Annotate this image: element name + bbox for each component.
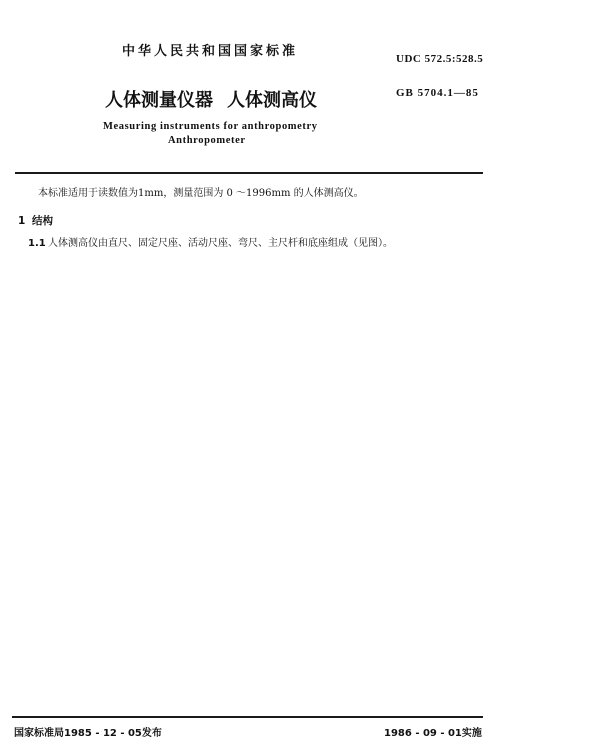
- section-number: 1: [18, 215, 26, 227]
- section-item: [28, 234, 393, 249]
- document-title-en: Measuring instruments for anthropometry: [103, 121, 318, 132]
- national-standard-title: 中华人民共和国国家标准: [122, 44, 299, 59]
- title-cn-part2: 人体测高仪: [227, 90, 317, 111]
- item-text: 人体测高仪由直尺、固定尺座、活动尺座、弯尺、主尺杆和底座组成（见图）。: [48, 238, 393, 249]
- scope-paragraph: 本标准适用于读数值为1mm，测量范围为 0 ～1996mm 的人体测高仪。: [38, 188, 364, 199]
- title-cn-part1: 人体测量仪器: [105, 90, 213, 111]
- effective-date: 1986 - 09 - 01实施: [384, 728, 482, 739]
- section-title: 结构: [32, 215, 53, 227]
- document-title-cn: [105, 86, 317, 112]
- section-heading: [18, 213, 53, 228]
- gb-standard-number: GB 5704.1—85: [396, 87, 479, 99]
- udc-code: UDC 572.5:528.5: [396, 53, 484, 65]
- item-number: 1.1: [28, 238, 46, 249]
- footer-divider: [12, 716, 483, 718]
- header-divider: [15, 172, 483, 174]
- issue-date: 国家标准局1985 - 12 - 05发布: [14, 728, 162, 739]
- document-subtitle-en: Anthropometer: [168, 135, 246, 146]
